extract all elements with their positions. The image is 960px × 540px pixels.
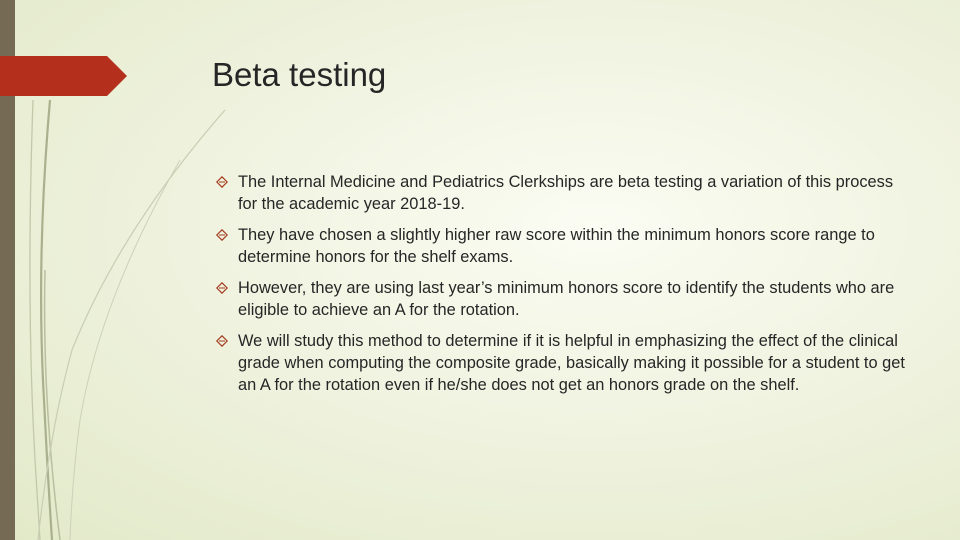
bullet-text: They have chosen a slightly higher raw score within the minimum honors score range to determine honors for the shelf exams. <box>238 226 875 266</box>
bullet-item <box>216 224 906 268</box>
bullet-item <box>216 330 906 396</box>
diamond-outline-icon <box>216 335 228 347</box>
slide-title: Beta testing <box>212 56 387 93</box>
diamond-outline-icon <box>216 282 228 294</box>
diamond-outline-icon <box>216 229 228 241</box>
diamond-outline-icon <box>216 176 228 188</box>
title-accent-tab <box>0 56 127 96</box>
bullet-text: However, they are using last year’s minimum honors score to identify the students who are eligible to achieve an A for the rotation. <box>238 279 895 319</box>
bullet-text: We will study this method to determine if it is helpful in emphasizing the effect of the clinical grade when computing the composite grade, basically making it possible for a student to get an A for the rotation even if he/she does not get an honors grade on the shelf. <box>238 332 905 394</box>
bullet-text: The Internal Medicine and Pediatrics Clerkships are beta testing a variation of this process for the academic year 2018-19. <box>238 173 894 213</box>
bullet-list <box>216 171 906 405</box>
bullet-item <box>216 171 906 215</box>
bullet-item <box>216 277 906 321</box>
